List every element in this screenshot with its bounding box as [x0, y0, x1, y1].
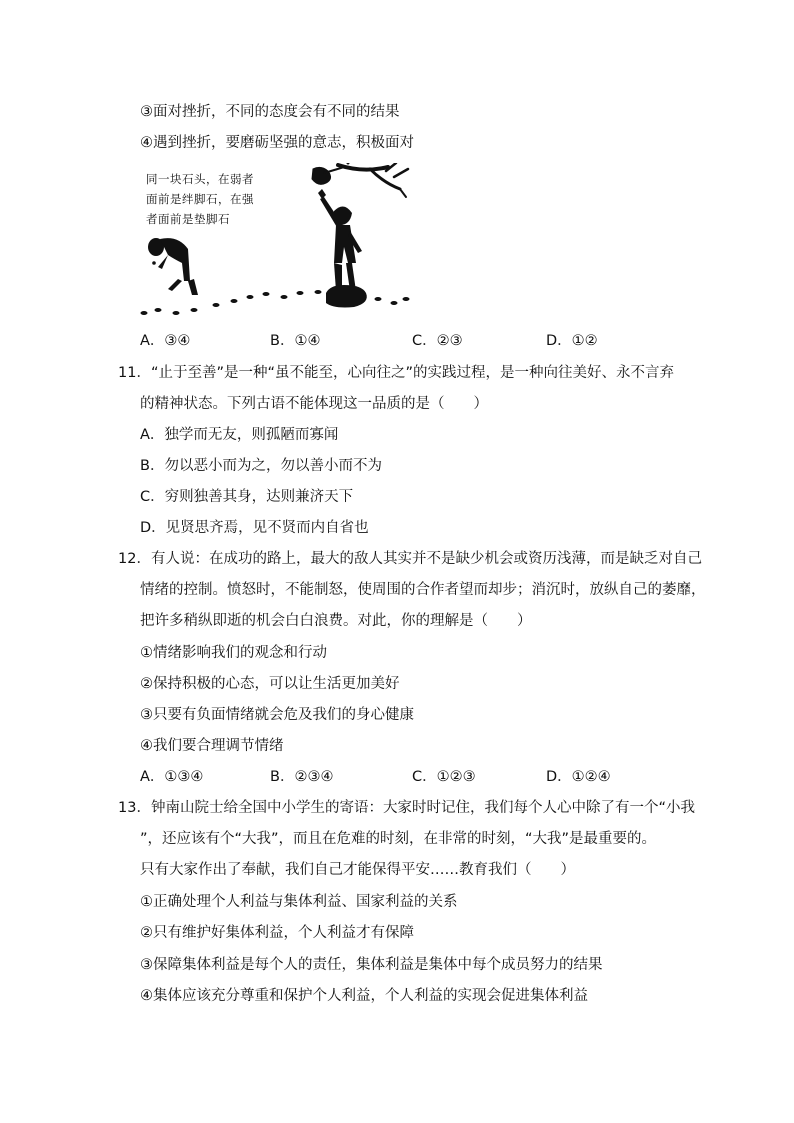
q13-item-2: ②只有维护好集体利益，个人利益才有保障 [140, 925, 414, 941]
q12-item-3: ③只要有负面情绪就会危及我们的身心健康 [140, 707, 414, 723]
q12-item-4: ④我们要合理调节情绪 [140, 738, 284, 754]
q12-stem-line-2: 情绪的控制。愤怒时，不能制怒，使周围的合作者望而却步；消沉时，放纵自己的萎靡， [140, 582, 706, 598]
q12-choice-a: A．①③④ [140, 769, 204, 785]
q13-stem-line-2: ”，还应该有个“大我”，而且在危难的时刻，在非常的时刻，“大我”是最重要的。 [140, 831, 657, 847]
q13-stem-line-3: 只有大家作出了奉献，我们自己才能保得平安……教育我们（ ） [140, 862, 575, 878]
q10-cartoon-figure [138, 163, 410, 319]
strong-person-illustration [318, 189, 362, 291]
q12-stem-line-3: 把许多稍纵即逝的机会白白浪费。对此，你的理解是（ ） [140, 613, 532, 629]
q13-item-4: ④集体应该充分尊重和保护个人利益，个人利益的实现会促进集体利益 [140, 988, 588, 1004]
q11-stem-line-1: 11．“止于至善”是一种“虽不能至，心向往之”的实践过程，是一种向往美好、永不言弃 [118, 365, 674, 381]
q10-choice-c: C．②③ [412, 333, 463, 349]
q12-item-1: ①情绪影响我们的观念和行动 [140, 645, 327, 661]
q11-option-b: B．勿以恶小而为之，勿以善小而不为 [140, 458, 382, 474]
q10-choice-a: A．③④ [140, 333, 191, 349]
weak-person-illustration [148, 238, 198, 295]
q10-choices [140, 331, 660, 351]
q10-caption-line-3: 者面前是垫脚石 [146, 212, 230, 226]
q11-option-c: C．穷则独善其身，达则兼济天下 [140, 489, 354, 505]
q13-stem-line-1: 13．钟南山院士给全国中小学生的寄语：大家时时记住，我们每个人心中除了有一个“小我 [118, 800, 695, 816]
q12-choices [140, 767, 660, 787]
q10-caption-line-2: 面前是绊脚石，在强 [146, 192, 254, 206]
q12-stem-line-1: 12．有人说：在成功的路上，最大的敌人其实并不是缺少机会或资历浅薄，而是缺乏对自己 [118, 551, 702, 567]
q10-option-4: ④遇到挫折，要磨砺坚强的意志，积极面对 [140, 135, 414, 151]
q13-item-1: ①正确处理个人利益与集体利益、国家利益的关系 [140, 894, 458, 910]
tree-branch-illustration [312, 163, 408, 197]
q12-choice-c: C．①②③ [412, 769, 476, 785]
q11-option-d: D．见贤思齐焉，见不贤而内自省也 [140, 520, 369, 536]
q10-caption-line-1: 同一块石头，在弱者 [146, 172, 254, 186]
stepping-stone-illustration [326, 285, 367, 308]
q13-item-3: ③保障集体利益是每个人的责任，集体利益是集体中每个成员努力的结果 [140, 957, 603, 973]
q12-choice-d: D．①②④ [546, 769, 611, 785]
q12-item-2: ②保持积极的心态，可以让生活更加美好 [140, 676, 400, 692]
q10-choice-b: B．①④ [270, 333, 321, 349]
footprints-illustration [141, 290, 410, 315]
q10-choice-d: D．①② [546, 333, 598, 349]
q12-choice-b: B．②③④ [270, 769, 334, 785]
q11-option-a: A．独学而无友，则孤陋而寡闻 [140, 427, 339, 443]
q10-option-3: ③面对挫折，不同的态度会有不同的结果 [140, 104, 400, 120]
q11-stem-line-2: 的精神状态。下列古语不能体现这一品质的是（ ） [140, 396, 488, 412]
q10-cartoon-drawing [138, 163, 410, 319]
